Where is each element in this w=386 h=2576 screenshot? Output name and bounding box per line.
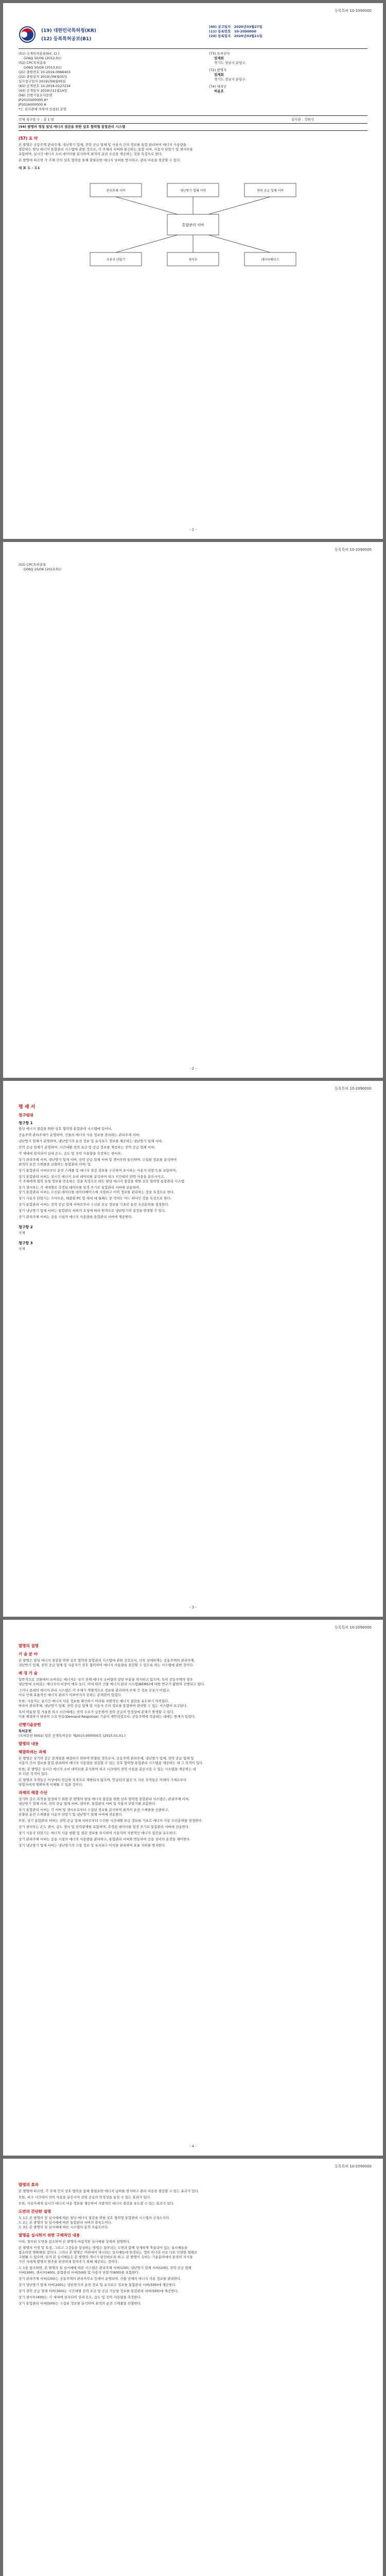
bib-right-line: (72) 발명자 [209,68,227,72]
pub-date-label: (45) 공고일자 [209,25,231,29]
document-page-4 [3,1620,383,2156]
representative-diagram [85,178,301,271]
description-continued [19,2179,367,2306]
solution-heading: 과제의 해결 수단 [19,1790,47,1795]
reg-no-label: (11) 등록번호 [209,29,231,33]
problem-heading: 해결하려는 과제 [19,1750,46,1754]
claims-title: 청구범위 [19,1113,33,1117]
desc-line: 본 발명의 목적들은 이상에서 언급한 목적으로 제한되지 않으며, 언급되지 않은 또 다른 목적들은 아래의 기재로부터 [19,1778,187,1782]
page-footer: - 1 - [189,528,197,532]
desc-line: 사용자 간의 정보를 통합 관리하여 에너지 사용량을 절감할 수 있는 상호 협력형 통합관리 시스템을 제공하는 데 그 목적이 있다. [19,1761,204,1765]
spec-title: 명 세 서 [19,1105,36,1110]
desc-line: 본 발명의 이점 및 특징, 그리고 그것들을 달성하는 방법은 첨부되는 도면과 함께 상세하게 후술되어 있는 실시예들을 [19,2246,188,2250]
document-page-2 [3,542,383,1078]
claim-line: 상기 사용자 단말기는 스마트폰, 태블릿 PC 및 세대 내 월패드 중 적어도 어느 하나인 것을 특징으로 한다. [19,1196,171,1200]
desc-line: 이로 인해 효율적인 에너지 관리가 이루어지지 못하는 문제점이 있었다. [19,1693,122,1697]
reg-no: 10-2090000 [234,29,256,33]
representative-figure: 대 표 도 - 도1 [19,166,40,170]
desc-line: 상기 냉난방기 업체 서버(200)는 냉난방기의 운전 정보 및 유지보수 정보를 통합관리 서버(500)에 제공한다. [19,2283,177,2287]
desc-line: 도 2는 본 발명의 일 실시예에 따른 통합관리 서버의 블록도이다. [19,2221,112,2225]
bib-left-line: G06Q 50/06 (2013.01) [24,65,62,70]
claim-line: 냉난방기 업체가 운영하며, 냉난방기의 운전 정보 및 유지보수 정보를 제공하는 냉난방기 업체 서버; [19,1139,163,1143]
patent-doc-heading: 특허문헌 [19,1729,32,1733]
claim-deleted: 삭제 [19,1247,25,1251]
content-heading: 발명의 내용 [19,1741,39,1746]
bib-left-line: (52) CPC특허분류 [19,61,46,65]
drawings-heading: 도면의 간단한 설명 [19,2209,51,2214]
claim-line: 상기 관리주체 서버, 냉난방기 업체 서버, 전력 공급 업체 서버 및 센서부와 통신하며, 수집된 정보를 분석하여 [19,1158,177,1162]
desc-line: 특히 여름철 및 겨울철 피크 시간대에는 전력 수요가 급증하여 전력 공급의 안정성에 문제가 발생할 수 있다. [19,1710,175,1714]
desc-line: 본 발명은 상기와 같은 문제점을 해결하기 위하여 안출된 것으로서, 공동주택 관리주체, 냉난방기 업체, 전력 공급 업체 및 [19,1756,194,1760]
claim-3-heading: 청구항 3 [19,1241,33,1245]
divider [19,130,367,131]
bib-left-line: JP2015000000 A* [19,98,48,102]
bib-right-line: 경기도 성남시 분당구 [214,77,245,81]
bib-left-line: JP2016000000 A [19,103,46,107]
desc-line: 냉난방에 소비되는 에너지의 비중이 매우 높다. 이에 따라 건물 에너지 관리 시스템(BEMS)에 대한 연구가 활발히 진행되고 있다. [19,1682,205,1686]
page-footer: - 3 - [189,1605,197,1609]
desc-line: 냉난방기 업체 서버, 전력 공급 업체 서버, 센서부, 통합관리 서버 및 사용자 단말기를 포함한다. [19,1802,156,1806]
desc-line: 또 다른 목적이 있다. [19,1772,49,1776]
header-divider [19,48,367,49]
page-number-label: 등록특허 10-2090000 [335,9,372,13]
claim-line: 상기 통합관리 서버는 전력 공급 업체 서버로부터 수신된 요금 정보를 기초로 운전 우선순위를 결정한다. [19,1202,169,1207]
bibliographic-right [209,52,363,94]
claim-line: 전력 공급 업체가 운영하며, 시간대별 전력 요금 및 공급 정보를 제공하는 전력 공급 업체 서버; [19,1145,155,1149]
desc-line: 상기 관리주체 서버는 공용 시설의 에너지 사용량을 관리하고, 통합관리 서버와 연동하여 공용 설비의 운전을 제어한다. [19,1837,191,1841]
desc-line: 구현될 수 있으며, 단지 본 실시예들은 본 발명의 개시가 완전하도록 하고, 본 발명이 속하는 기술분야에서 통상의 지식을 [19,2255,193,2259]
desc-line: 서버(300), 센서부(400), 통합관리 서버(500) 및 사용자 단말기(600)를 포함한다. [19,2270,139,2275]
diagram-node: 냉난방기 업체 서버 [180,189,206,193]
examiner: 심사관 : 정원석 [291,117,314,122]
desc-line: 그러나 종래의 에너지 관리 시스템은 각 주체가 개별적으로 정보를 관리하여 주체 간 정보 공유가 어렵고, [19,1688,170,1692]
claim-line: 빌딩 에너지 절감을 위한 상호 협력형 통합관리 시스템에 있어서, [19,1127,112,1131]
abstract-line: 본 발명은 공동주택 관리주체, 냉난방기 업체, 전력 공급 업체 및 사용자 간의 정보를 통합 관리하여 에너지 사용량을 [19,143,187,147]
embodiment-heading: 발명을 실시하기 위한 구체적인 내용 [19,2233,80,2238]
total-claims: 전체 청구항 수 : 총 1 항 [19,117,54,122]
desc-line: 상기 전력 공급 업체 서버(300)는 시간대별 전력 요금 및 공급 가능량 정보를 통합관리 서버(500)에 제공한다. [19,2289,179,2293]
claim-line: 상기 냉난방기 업체 서버는 통합관리 서버의 요청에 따라 원격으로 냉난방기의 설정을 변경할 수 있다. [19,1209,166,1213]
desc-line: 또한, 피크 시간대의 전력 사용을 분산시켜 전력 공급의 안정성을 높일 수 있는 효과가 있다. [19,2195,151,2199]
pub-date: 2020년03월27일 [234,25,262,29]
bib-right-line: 임재희 [214,56,224,60]
desc-line: 참조하면 명확해질 것이다. 그러나 본 발명은 이하에서 개시되는 실시예들에 한정되는 것이 아니라 서로 다른 다양한 형태로 [19,2250,198,2255]
cpc-line: G06Q 10/06 (2013.01) [24,567,62,571]
cpc-continuation [19,563,367,572]
diagram-node: 관리주체 서버 [106,189,126,193]
desc-line: 산출된 운전 스케줄을 사용자 단말기 및 냉난방기 업체 서버에 전송한다. [19,1812,123,1817]
claim-line: 최적의 운전 스케줄을 산출하는 통합관리 서버; 및 [19,1162,91,1166]
desc-line: 상기 관리주체 서버(100)는 공동주택의 관리사무소 등에서 운영되며, 건물 전체의 에너지 사용 정보를 관리한다. [19,2277,182,2281]
desc-line: 상기 센서부(400)는 각 세대에 설치되어 실내 온도, 습도 및 전력 사용량을 측정한다. [19,2295,142,2299]
claim-line: 상기 센서부는 각 세대별로 측정된 데이터를 일정 주기로 통합관리 서버에 전송하며, [19,1185,141,1190]
publication-header [19,24,369,46]
desc-line: 본 발명은 빌딩 에너지 절감을 위한 상호 협력형 통합관리 시스템에 관한 것으로서, 더욱 상세하게는 공동주택의 관리주체, [19,1658,195,1663]
publication-dates [209,25,369,39]
claim-line: 공동주택 관리주체가 운영하며, 건물의 에너지 사용 정보를 관리하는 관리주체 서버; [19,1133,141,1137]
desc-line: 상기와 같은 목적을 달성하기 위한 본 발명의 빌딩 에너지 절감을 위한 상호 협력형 통합관리 시스템은, 관리주체 서버, [19,1797,190,1801]
abstract-heading: (57) 요 약 [19,136,38,141]
specification-claims [19,1101,367,1251]
desc-line: 이를 해결하기 위하여 수요 반응(Demand Response) 기술이 제안되었으나, 공동주택에 적용하는 데에는 한계가 있었다. [19,1715,196,1719]
page-footer: - 4 - [189,2144,197,2148]
claim-line: 상기 통합관리 서버는 수신된 데이터를 데이터베이스에 저장하고 이력 정보를 관리하는 것을 특징으로 한다. [19,1190,175,1194]
reg-date-label: (24) 등록일자 [209,34,231,38]
reg-date: 2020년03월11일 [234,34,262,38]
patent-doc-line: (특허문헌 0001) 일본 공개특허공보 제2015-000000호 (2015.01.01.) [19,1734,126,1738]
bib-left-line: (56) 선행기술조사문헌 [19,93,52,97]
desc-line: 상기 사용자 단말기는 에너지 사용 현황 및 절감 정보를 표시하여 사용자의 자발적인 에너지 절감을 유도한다. [19,1831,177,1835]
field-heading: 기 술 분 야 [19,1652,38,1656]
page-footer: - 2 - [189,1066,197,1071]
bib-right-line: 경기도 성남시 분당구 [214,61,245,65]
desc-line: 당업자에게 명확하게 이해될 수 있을 것이다. [19,1783,83,1787]
background-heading: 배 경 기 술 [19,1671,38,1675]
bib-right-line: (74) 대리인 [209,84,227,89]
page-number-label: 등록특허 10-2090000 [335,548,372,552]
diagram-node: 데이터베이스 [261,258,279,262]
desc-line: 또한, 본 발명은 실시간 에너지 소비 데이터를 분석하여 피크 시간대의 전력 사용을 분산시킬 수 있는 시스템을 제공하는 데 [19,1767,196,1771]
publication-type: (12) 등록특허공보(B1) [41,37,92,42]
bib-left-line: (22) 출원일자 2019년06월05일 [19,75,67,79]
divider [19,115,367,116]
desc-line: 또한, 사용자에게 실시간 에너지 사용 정보를 제공하여 자발적인 에너지 절감을 유도할 수 있는 효과가 있다. [19,2201,175,2206]
description-title: 발명의 설명 [19,1643,39,1648]
desc-line: 이하, 첨부된 도면을 참조하여 본 발명의 바람직한 실시예를 상세히 설명한다. [19,2240,131,2244]
abstract-section [19,133,367,171]
diagram-node: 전력 공급 업체 서버 [256,189,284,193]
document-page-3 [3,1081,383,1617]
claim-line: 상기 통합관리 서버로부터 운전 스케줄 및 에너지 절감 정보를 수신하여 표시하는 사용자 단말기;를 포함하며, [19,1168,177,1173]
bib-left-line: 심사청구일자 2019년06월05일 [19,79,66,83]
page-number-label: 등록특허 10-2090000 [335,1087,372,1091]
document-page-1 [3,3,383,539]
abstract-line: 절감하는 빌딩 에너지 통합관리 시스템에 관한 것으로, 각 주체의 서버와 통신하는 통합 서버, 사용자 단말기 및 센서부를 [19,147,193,151]
claim-line: 각 주체에게 협력 요청 정보를 전송하는 것을 특징으로 하는 빌딩 에너지 절감을 위한 상호 협력형 통합관리 시스템. [19,1179,185,1183]
bibliographic-left [19,52,194,112]
desc-line: 상기 센서부는 온도 센서, 습도 센서 및 전력량계를 포함하며, 측정된 데이터를 일정 주기로 통합관리 서버에 전송한다. [19,1825,190,1829]
bib-right-line: (73) 특허권자 [209,52,230,56]
page-number-label: 등록특허 10-2090000 [335,1625,372,1630]
diagram-node: 통합관리 서버 [182,223,204,227]
claim-2-heading: 청구항 2 [19,1225,33,1229]
kipo-emblem-icon [19,26,36,43]
diagram-node: 센서부 [188,258,198,262]
claim-line: 상기 관리주체 서버는 공용 시설의 에너지 사용량을 통합관리 서버에 제공한다. [19,1215,133,1219]
desc-line: 도 3은 본 발명의 일 실시예에 따른 시스템의 동작 흐름도이다. [19,2225,109,2229]
desc-line: 본 발명에 따르면, 각 주체 간의 상호 협력을 통해 불필요한 에너지 낭비를 방지하고 관리 비용을 절감할 수 있는 효과가 있다. [19,2189,200,2193]
desc-line: 가진 자에게 발명의 범주를 완전하게 알려주기 위해 제공되는 것이다. [19,2260,119,2264]
desc-line: 따라서 관리주체, 냉난방기 업체, 전력 공급 업체 및 사용자 간의 정보를 통합하여 관리할 수 있는 시스템이 요구된다. [19,1704,188,1708]
bib-left-line: (43) 공개일자 2019년11월14일 [19,89,67,93]
desc-line: 냉난방기 업체, 전력 공급 업체 및 사용자가 상호 협력하여 에너지 사용량을 절감할 수 있도록 하는 시스템에 관한 것이다. [19,1663,194,1667]
desc-line: 또한, 사용자는 실시간 에너지 사용 정보를 확인하기 어려워 자발적인 에너지 절감을 유도하기 어려웠다. [19,1699,169,1703]
desc-line: 상기 냉난방기 업체 서버는 냉난방기의 고장 정보 및 유지보수 이력을 관리하여 효율 저하를 방지한다. [19,1843,166,1848]
invention-title: (54) 발명의 명칭 빌딩 에너지 절감을 위한 상호 협력형 통합관리 시스템 [19,125,126,129]
bib-right-line: 임재희 [214,73,224,77]
desc-line: 일반적으로 건물에서 소비되는 에너지는 국가 전체 에너지 소비량의 상당 부분을 차지하고 있으며, 특히 공동주택의 경우 [19,1677,193,1682]
description-section [19,1640,367,1848]
desc-line: 상기 통합관리 서버(500)는 수집된 정보를 분석하여 최적의 운전 스케줄을 산출한다. [19,2301,142,2306]
prior-art-heading: 선행기술문헌 [19,1722,41,1727]
diagram-node: 사용자 단말기 [106,258,126,262]
abstract-line: 본 발명에 따르면 각 주체 간의 상호 협력을 통해 불필요한 에너지 낭비를 방지하고, 관리 비용을 절감할 수 있다. [19,158,181,162]
desc-line: 상기 통합관리 서버는 각 서버 및 센서부로부터 수집된 정보를 분석하여 최적의 운전 스케줄을 산출하고, [19,1808,169,1812]
claim-line: 상기 통합관리 서버는 실시간 에너지 소비 데이터를 분석하여 피크 시간대의 전력 사용을 분산시키고, [19,1175,165,1179]
bib-left-line: (51) 국제특허분류(Int. Cl.) [19,52,60,56]
office-name: (19) 대한민국특허청(KR) [41,28,96,33]
claim-line: 각 세대에 설치되어 실내 온도, 습도 및 전력 사용량을 측정하는 센서부; [19,1151,122,1156]
page-number-label: 등록특허 10-2090000 [335,2164,372,2168]
document-page-5 [3,2159,383,2576]
cpc-line: (52) CPC특허분류 [19,563,46,567]
claim-deleted: 삭제 [19,1231,25,1235]
abstract-line: 포함하며, 실시간 에너지 소비 데이터를 분석하여 최적의 운전 조건을 제공하는 것을 특징으로 한다. [19,152,163,156]
bib-right-line: 허윤호 [214,89,224,93]
bib-left-line: (65) 공개번호 10-2019-0127234 [19,84,71,88]
desc-line: 도 1은 본 발명의 일 실시예에 따른 빌딩 에너지 절감을 위한 상호 협력형 통합관리 시스템의 구성도이다. [19,2216,170,2220]
bib-left-line: (21) 출원번호 10-2019-0066403 [19,70,71,74]
bib-left-line: G06Q 50/06 (2012.01) [24,56,62,60]
desc-line: 도 1을 참조하면, 본 발명의 일 실시예에 따른 시스템은 관리주체 서버(100), 냉난방기 업체 서버(200), 전력 공급 업체 [19,2266,191,2270]
bib-left-line: *는 심사관에 의하여 인용된 문헌 [19,107,67,111]
divider [19,123,367,124]
desc-line: 또한, 상기 통합관리 서버는 전력 공급 업체 서버로부터 수신한 시간대별 요금 정보를 기초로 에너지 사용 우선순위를 결정한다. [19,1819,203,1823]
claim-1-heading: 청구항 1 [19,1121,33,1125]
effect-heading: 발명의 효과 [19,2182,39,2187]
